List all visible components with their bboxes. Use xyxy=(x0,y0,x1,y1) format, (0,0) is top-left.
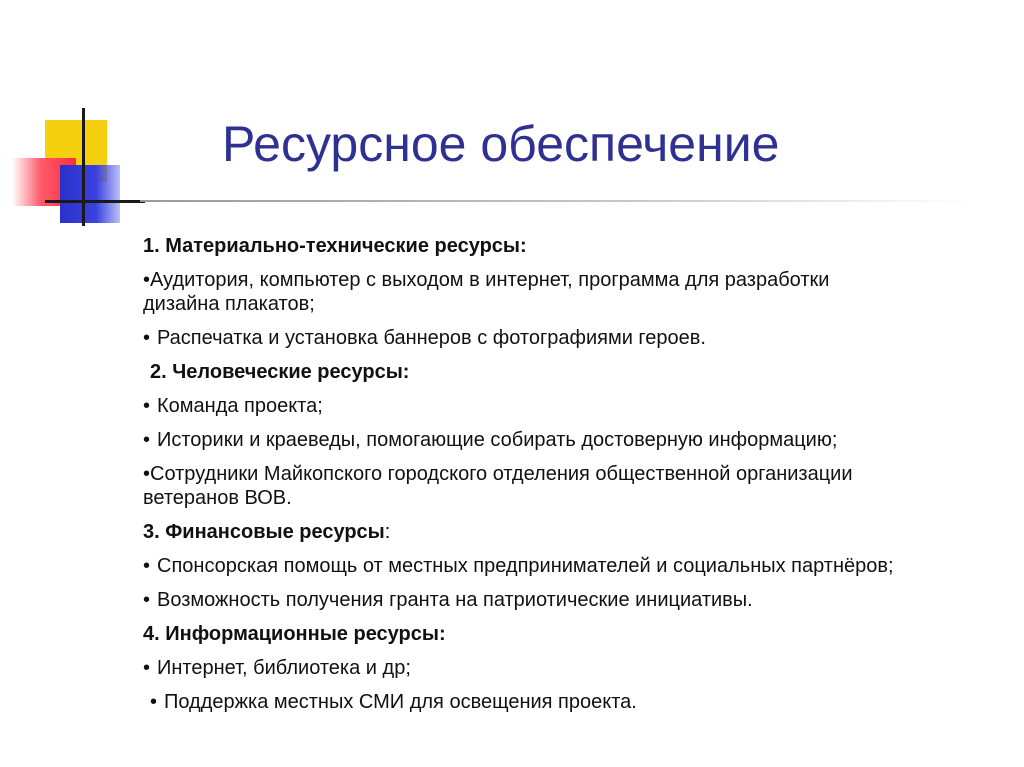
list-item: • Команда проекта; xyxy=(143,395,323,417)
blue-square xyxy=(60,165,120,223)
list-item: • Распечатка и установка баннеров с фотографиями героев. xyxy=(143,327,706,349)
corner-decoration xyxy=(0,0,140,230)
content-body xyxy=(143,231,1003,724)
list-item: • Спонсорская помощь от местных предпринимателей и социальных партнёров; xyxy=(143,555,894,577)
list-item: • Поддержка местных СМИ для освещения проекта. xyxy=(150,691,637,713)
list-item-continuation: дизайна плакатов; xyxy=(143,293,315,315)
list-item-continuation: ветеранов ВОВ. xyxy=(143,487,292,509)
section-heading-human: 2. Человеческие ресурсы: xyxy=(150,361,410,383)
section-heading-information: 4. Информационные ресурсы: xyxy=(143,623,446,645)
list-item: •Сотрудники Майкопского городского отделения общественной организации xyxy=(143,463,853,485)
vertical-rule xyxy=(82,108,85,226)
section-heading-material: 1. Материально-технические ресурсы: xyxy=(143,235,527,257)
list-item: •Аудитория, компьютер с выходом в интернет, программа для разработки xyxy=(143,269,830,291)
title-underline xyxy=(140,200,970,202)
horizontal-rule-dark xyxy=(45,200,145,203)
slide-title: Ресурсное обеспечение xyxy=(222,116,780,172)
list-item: • Интернет, библиотека и др; xyxy=(143,657,411,679)
list-item: • Возможность получения гранта на патриотические инициативы. xyxy=(143,589,753,611)
list-item: • Историки и краеведы, помогающие собирать достоверную информацию; xyxy=(143,429,838,451)
section-heading-financial: 3. Финансовые ресурсы: xyxy=(143,521,391,543)
